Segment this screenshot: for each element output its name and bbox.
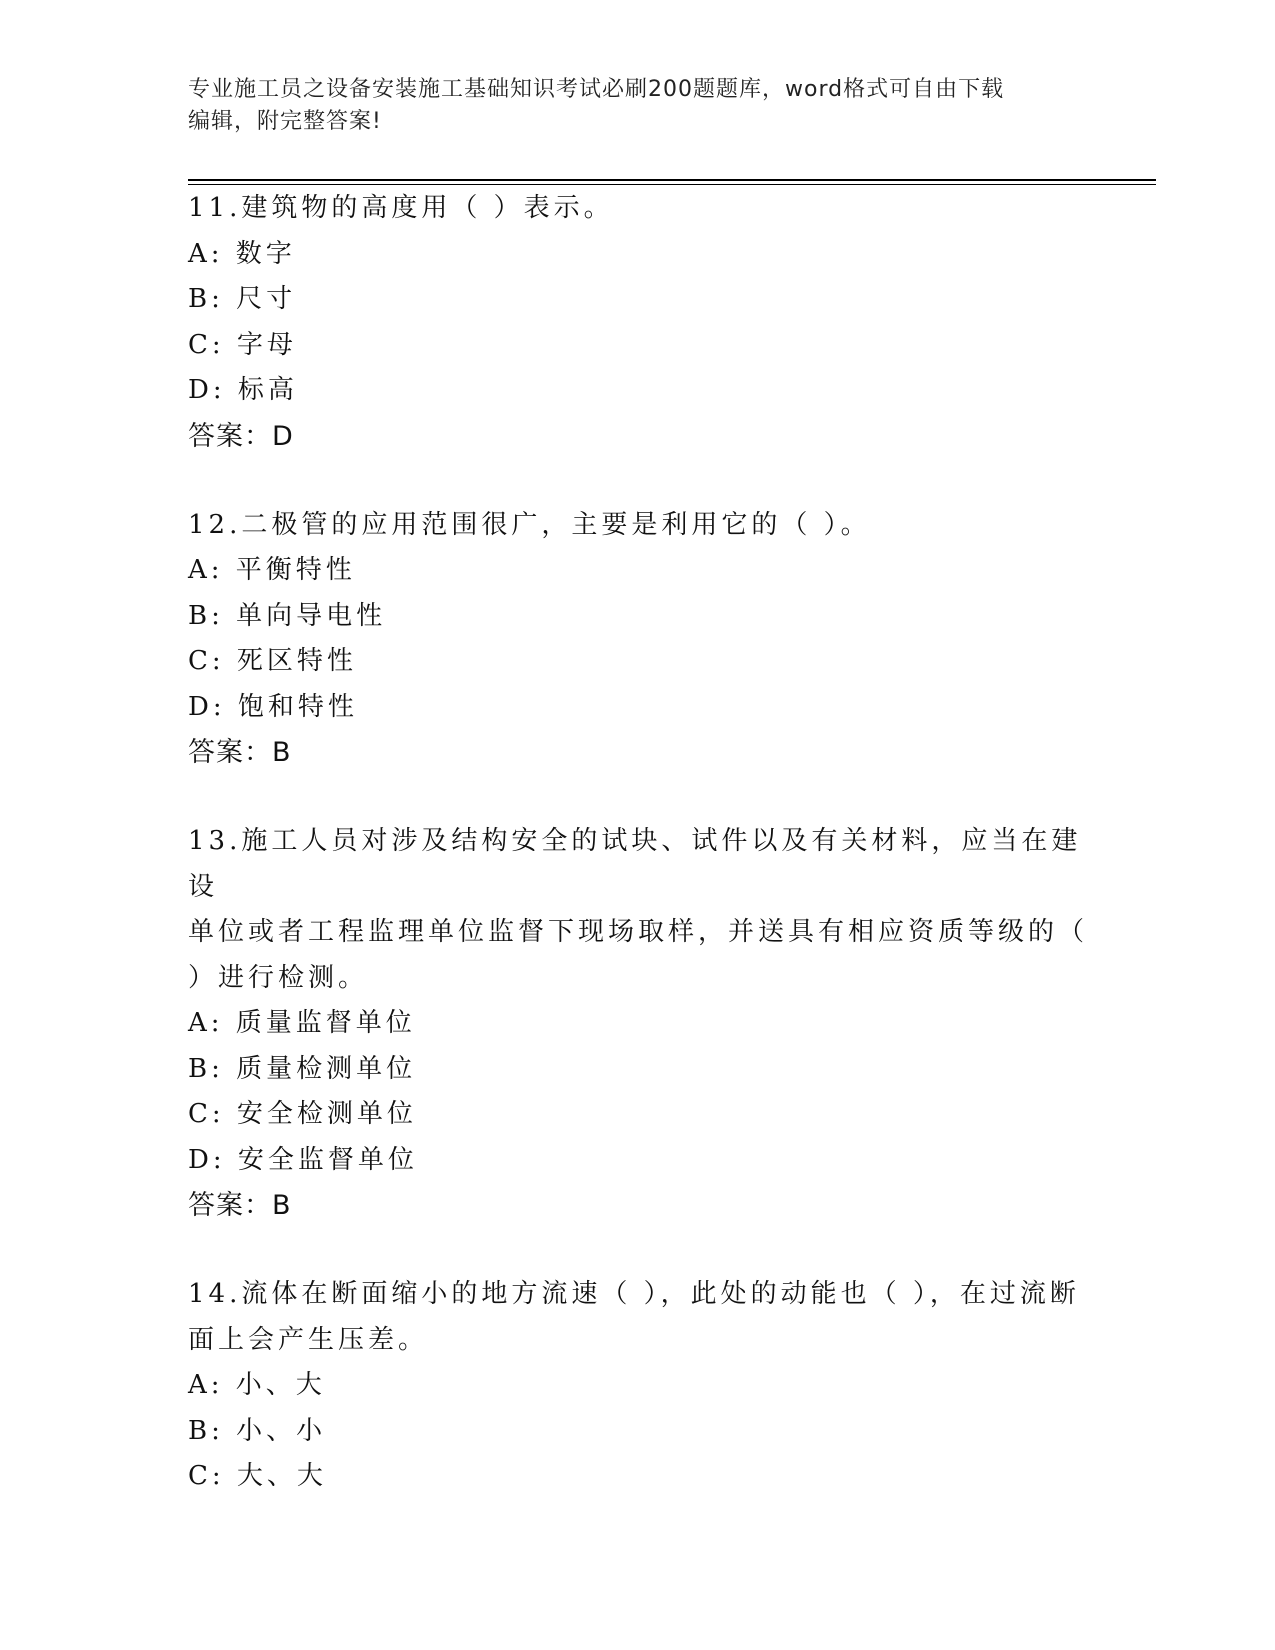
option-d: D: 安全监督单位 — [188, 1144, 418, 1175]
option-d: D: 标高 — [188, 375, 298, 405]
answer-line: 答案：D — [188, 420, 294, 452]
answer-line: 答案：B — [188, 1190, 292, 1221]
option-b: B: 单向导电性 — [188, 600, 387, 631]
option-a: A: 质量监督单位 — [188, 1008, 416, 1038]
option-b: B: 质量检测单位 — [188, 1053, 417, 1084]
header-line-2: 编辑，附完整答案! — [188, 109, 382, 134]
option-c: C: 死区特性 — [188, 646, 357, 676]
question-stem-line-2: 单位或者工程监理单位监督下现场取样，并送具有相应资质等级的（ — [188, 917, 1089, 947]
question-stem-line-3: ）进行检测。 — [188, 962, 369, 993]
option-c: C: 安全检测单位 — [188, 1099, 417, 1129]
question-14 — [188, 1272, 1088, 1500]
option-a: A: 小、大 — [188, 1370, 326, 1400]
header-divider-bottom — [188, 184, 1156, 185]
header-divider-top — [188, 179, 1156, 181]
question-stem-line-1: 14.流体在断面缩小的地方流速（ ），此处的动能也（ ），在过流断 — [188, 1279, 1080, 1309]
option-c: C: 字母 — [188, 329, 297, 360]
option-a: A: 数字 — [188, 238, 296, 269]
question-list — [188, 186, 1088, 1543]
question-11 — [188, 186, 1088, 460]
answer-line: 答案：B — [188, 737, 292, 768]
option-d: D: 饱和特性 — [188, 691, 358, 722]
document-header — [188, 74, 1068, 138]
question-stem: 12.二极管的应用范围很广，主要是利用它的（ ）。 — [188, 509, 871, 540]
header-line-1: 专业施工员之设备安装施工基础知识考试必刷200题题库，word格式可自由下载 — [188, 77, 1005, 102]
question-stem-line-2: 面上会产生压差。 — [188, 1324, 429, 1355]
option-b: B: 小、小 — [188, 1415, 327, 1446]
question-13 — [188, 819, 1088, 1229]
option-c: C: 大、大 — [188, 1461, 327, 1491]
question-12 — [188, 503, 1088, 777]
question-stem-line-1: 13.施工人员对涉及结构安全的试块、试件以及有关材料，应当在建设 — [188, 826, 1082, 902]
option-a: A: 平衡特性 — [188, 555, 356, 585]
question-stem: 11.建筑物的高度用（ ）表示。 — [188, 193, 614, 223]
option-b: B: 尺寸 — [188, 284, 297, 314]
